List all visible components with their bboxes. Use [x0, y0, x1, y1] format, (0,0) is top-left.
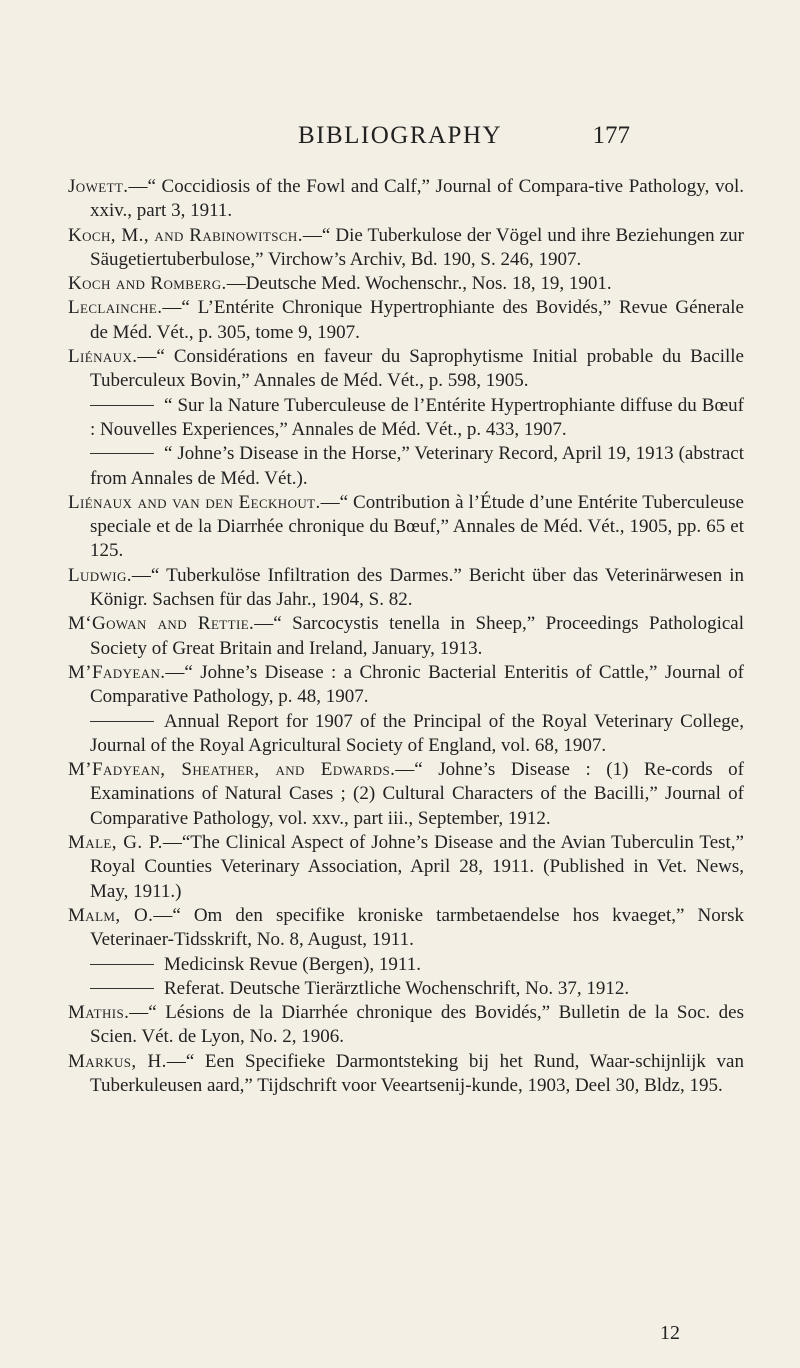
entry-text: —“ Sarcocystis tenella in Sheep,” Proceedings Pathological Society of Great Britain and Ireland, January, 1913.: [90, 613, 744, 659]
entry-author: Liénaux.: [68, 346, 138, 368]
entry-author: Koch and Romberg.: [68, 273, 227, 295]
entry-text: —“ Considérations en faveur du Saprophytisme Initial probable du Bacille Tuberculeux Bovin,” Annales de Méd. Vét., p. 598, 1905.: [90, 346, 744, 392]
bibliography-entry: [68, 612, 744, 661]
bibliography-entry: [68, 1050, 744, 1099]
ditto-rule: [90, 405, 154, 406]
bibliography-entry: [68, 272, 744, 296]
entry-author: Liénaux and van den Eeckhout.: [68, 491, 321, 513]
entry-text: —“ Om den specifike kroniske tarmbetaendelse hos kvaeget,” Norsk Veterinaer-Tidsskrift, No. 8, August, 1911.: [90, 904, 744, 951]
entry-text: —“ L’Entérite Chronique Hypertrophiante des Bovidés,” Revue Génerale de Méd. Vét., p. 305, tome 9, 1907.: [90, 297, 744, 343]
entry-text: —“ Johne’s Disease : a Chronic Bacterial Enteritis of Cattle,” Journal of Comparative Pathology, p. 48, 1907.: [90, 661, 744, 708]
entry-author: Mathis.: [68, 1002, 130, 1024]
running-title: BIBLIOGRAPHY: [297, 122, 503, 149]
page-number: 177: [592, 122, 630, 149]
entry-text: —“ Die Tuberkulose der Vögel und ihre Beziehungen zur Säugetiertuberbulose,” Virchow’s Archiv, Bd. 190, S. 246, 1907.: [90, 224, 744, 270]
bibliography-continuation: [68, 442, 744, 491]
entry-author: Male, G. P.: [68, 832, 163, 854]
ditto-rule: [90, 964, 154, 965]
entry-text: Annual Report for 1907 of the Principal of the Royal Veterinary College, Journal of the Royal Agricultural Society of England, vol. 68, 1907.: [90, 710, 744, 756]
entry-text: —“The Clinical Aspect of Johne’s Disease and the Avian Tuberculin Test,” Royal Counties Veterinary Association, April 28, 1911. (Published in Vet. News, May, 1911.): [90, 832, 744, 902]
bibliography-entry: [68, 564, 744, 613]
entry-text: —“ Coccidiosis of the Fowl and Calf,” Journal of Compara-tive Pathology, vol. xxiv., part 3, 1911.: [90, 176, 744, 222]
entry-author: Malm, O.: [68, 904, 154, 926]
bibliography-continuation: [68, 710, 744, 759]
entry-text: —Deutsche Med. Wochenschr., Nos. 18, 19, 1901.: [226, 273, 612, 295]
bibliography-entry: [68, 904, 744, 953]
entry-author: Leclainche.: [68, 297, 163, 319]
entry-author: M’Fadyean.: [68, 661, 166, 683]
entry-text: “ Sur la Nature Tuberculeuse de l’Entérite Hypertrophiante diffuse du Bœuf : Nouvelles Experiences,” Annales de Méd. Vét., p. 433, 1907.: [90, 394, 744, 440]
ditto-rule: [90, 721, 154, 722]
signature-mark: 12: [660, 1322, 680, 1344]
running-header: [180, 122, 630, 158]
bibliography-list: [68, 175, 744, 1098]
entry-text: Medicinsk Revue (Bergen), 1911.: [164, 953, 421, 975]
entry-text: —“ Lésions de la Diarrhée chronique des Bovidés,” Bulletin de la Soc. des Scien. Vét. de Lyon, No. 2, 1906.: [90, 1002, 744, 1048]
entry-author: Markus, H.: [68, 1050, 167, 1072]
ditto-rule: [90, 988, 154, 989]
entry-author: Koch, M., and Rabinowitsch.: [68, 224, 303, 246]
entry-text: —“ Een Specifieke Darmontsteking bij het Rund, Waar-schijnlijk van Tuberkuleusen aard,” Tijdschrift voor Veeartsenij-kunde, 1903, Deel 30, Bldz, 195.: [90, 1050, 744, 1096]
entry-author: M’Fadyean, Sheather, and Edwards.: [68, 759, 396, 781]
bibliography-continuation: [68, 953, 744, 977]
entry-text: —“ Contribution à l’Étude d’une Entérite Tuberculeuse speciale et de la Diarrhée chronique du Bœuf,” Annales de Méd. Vét., 1905, pp. 65 et 125.: [90, 491, 744, 562]
entry-author: Jowett.: [68, 176, 129, 197]
ditto-rule: [90, 453, 154, 454]
bibliography-entry: [68, 661, 744, 710]
bibliography-continuation: [68, 977, 744, 1001]
bibliography-entry: [68, 491, 744, 564]
entry-author: M‘Gowan and Rettie.: [68, 613, 255, 635]
bibliography-continuation: [68, 394, 744, 443]
bibliography-entry: [68, 758, 744, 831]
bibliography-entry: [68, 1001, 744, 1050]
bibliography-entry: [68, 224, 744, 273]
entry-text: Referat. Deutsche Tierärztliche Wochenschrift, No. 37, 1912.: [164, 977, 630, 999]
entry-author: Ludwig.: [68, 564, 132, 586]
entry-text: —“ Tuberkulöse Infiltration des Darmes.” Bericht über das Veterinärwesen in Königr. Sachsen für das Jahr., 1904, S. 82.: [90, 564, 744, 611]
entry-text: “ Johne’s Disease in the Horse,” Veterinary Record, April 19, 1913 (abstract from Annales de Méd. Vét.).: [90, 443, 744, 489]
bibliography-entry: [68, 296, 744, 345]
bibliography-entry: [68, 831, 744, 904]
entry-text: —“ Johne’s Disease : (1) Re-cords of Examinations of Natural Cases ; (2) Cultural Characters of the Bacilli,” Journal of Comparative Pathology, vol. xxv., part iii., September, 1912.: [90, 759, 744, 829]
bibliography-entry: [68, 345, 744, 394]
bibliography-entry: [68, 175, 744, 224]
